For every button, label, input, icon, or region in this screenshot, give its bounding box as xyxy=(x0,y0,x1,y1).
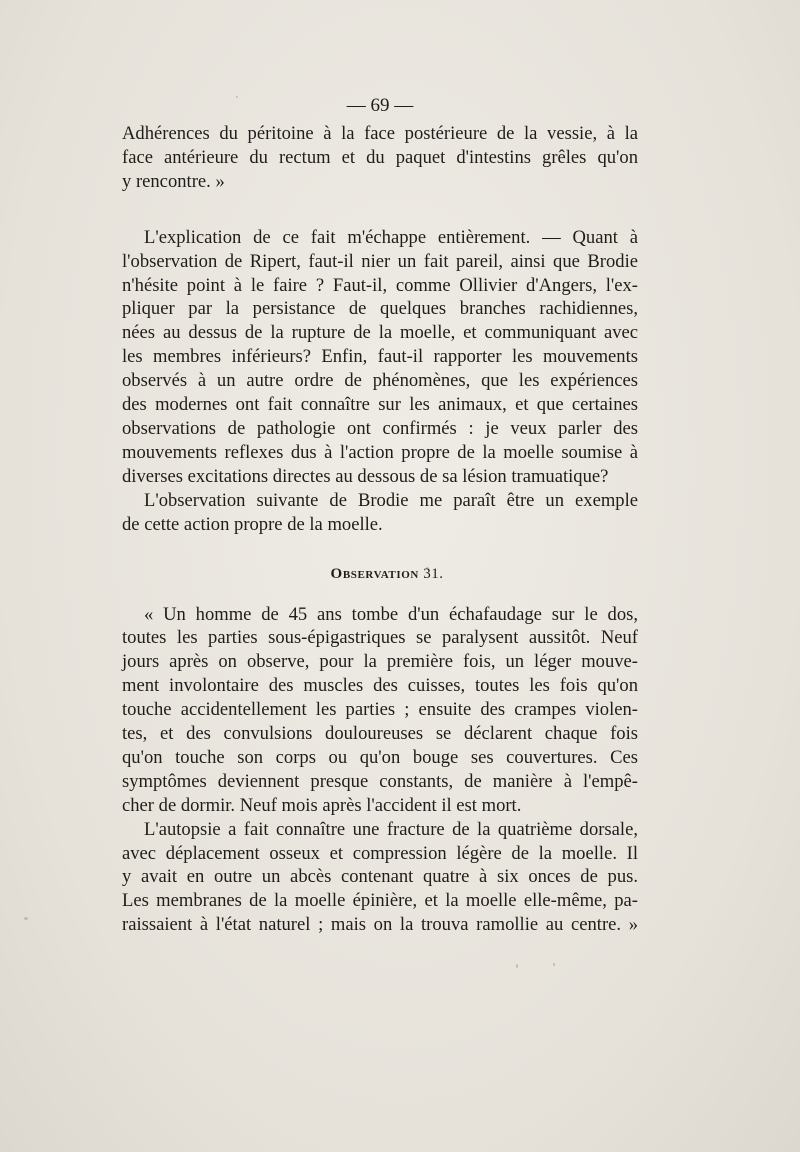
text-line: observations de pathologie ont confirmés : je veux parler des xyxy=(122,417,638,439)
observation-heading xyxy=(122,563,638,585)
text-line: avec déplacement osseux et compression légère de la moelle. Il xyxy=(122,842,638,864)
text-line: Adhérences du péritoine à la face postérieure de la vessie, à la xyxy=(122,123,638,144)
paragraph-adherences xyxy=(122,122,638,194)
observation-number: 31. xyxy=(423,565,444,582)
text-line: face antérieure du rectum et du paquet d'intestins grêles qu'on xyxy=(122,146,638,168)
book-page xyxy=(122,92,638,937)
text-line: de cette action propre de la moelle. xyxy=(122,513,383,535)
text-line: nées au dessus de la rupture de la moelle, et communiquant avec xyxy=(122,322,638,344)
page-number: — 69 — xyxy=(346,95,414,116)
text-line: touche accidentellement les parties ; ensuite des crampes violen- xyxy=(122,699,638,721)
text-line: L'autopsie a fait connaître une fracture de la quatrième dorsale, xyxy=(144,818,638,840)
text-line: n'hésite point à le faire ? Faut-il, comme Ollivier d'Angers, l'ex- xyxy=(122,274,638,296)
text-line: L'observation suivante de Brodie me paraît être un exemple xyxy=(144,489,638,511)
text-line: raissaient à l'état naturel ; mais on la trouva ramollie au centre. » xyxy=(122,914,638,936)
text-line: diverses excitations directes au dessous de sa lésion tramuatique? xyxy=(122,465,609,487)
paper-speck xyxy=(24,917,28,920)
text-line: observés à un autre ordre de phénomènes, que les expériences xyxy=(122,370,638,392)
text-line: des modernes ont fait connaître sur les animaux, et que certaines xyxy=(122,394,638,416)
text-line: tes, et des convulsions douloureuses se déclarent chaque fois xyxy=(122,723,638,745)
observation-label: Observation xyxy=(330,565,419,582)
text-line: symptômes deviennent presque constants, de manière à l'empê- xyxy=(122,770,638,792)
text-line: y rencontre. » xyxy=(122,170,225,192)
paragraph-observation-suivante xyxy=(122,489,638,537)
text-line: y avait en outre un abcès contenant quatre à six onces de pus. xyxy=(122,866,638,888)
paper-speck xyxy=(553,963,555,966)
paragraph-explication xyxy=(122,226,638,489)
text-line: Les membranes de la moelle épinière, et la moelle elle-même, pa- xyxy=(122,890,638,912)
text-line: l'observation de Ripert, faut-il nier un fait pareil, ainsi que Brodie xyxy=(122,250,638,272)
text-line: toutes les parties sous-épigastriques se paralysent aussitôt. Neuf xyxy=(122,627,638,649)
paragraph-observation-case xyxy=(122,603,638,818)
paper-speck xyxy=(516,964,518,968)
text-line: « Un homme de 45 ans tombe d'un échafaudage sur le dos, xyxy=(144,603,638,625)
text-line: les membres inférieurs? Enfin, faut-il rapporter les mouvements xyxy=(122,346,638,368)
text-line: qu'on touche son corps ou qu'on bouge ses couvertures. Ces xyxy=(122,746,638,768)
text-line: cher de dormir. Neuf mois après l'accident il est mort. xyxy=(122,794,522,816)
text-line: L'explication de ce fait m'échappe entièrement. — Quant à xyxy=(144,226,638,248)
paragraph-autopsie xyxy=(122,818,638,938)
text-line: jours après on observe, pour la première fois, un léger mouve- xyxy=(122,651,638,673)
text-line: ment involontaire des muscles des cuisses, toutes les fois qu'on xyxy=(122,675,638,697)
text-line: mouvements reflexes dus à l'action propre de la moelle soumise à xyxy=(122,441,638,463)
text-line: pliquer par la persistance de quelques branches rachidiennes, xyxy=(122,298,638,320)
